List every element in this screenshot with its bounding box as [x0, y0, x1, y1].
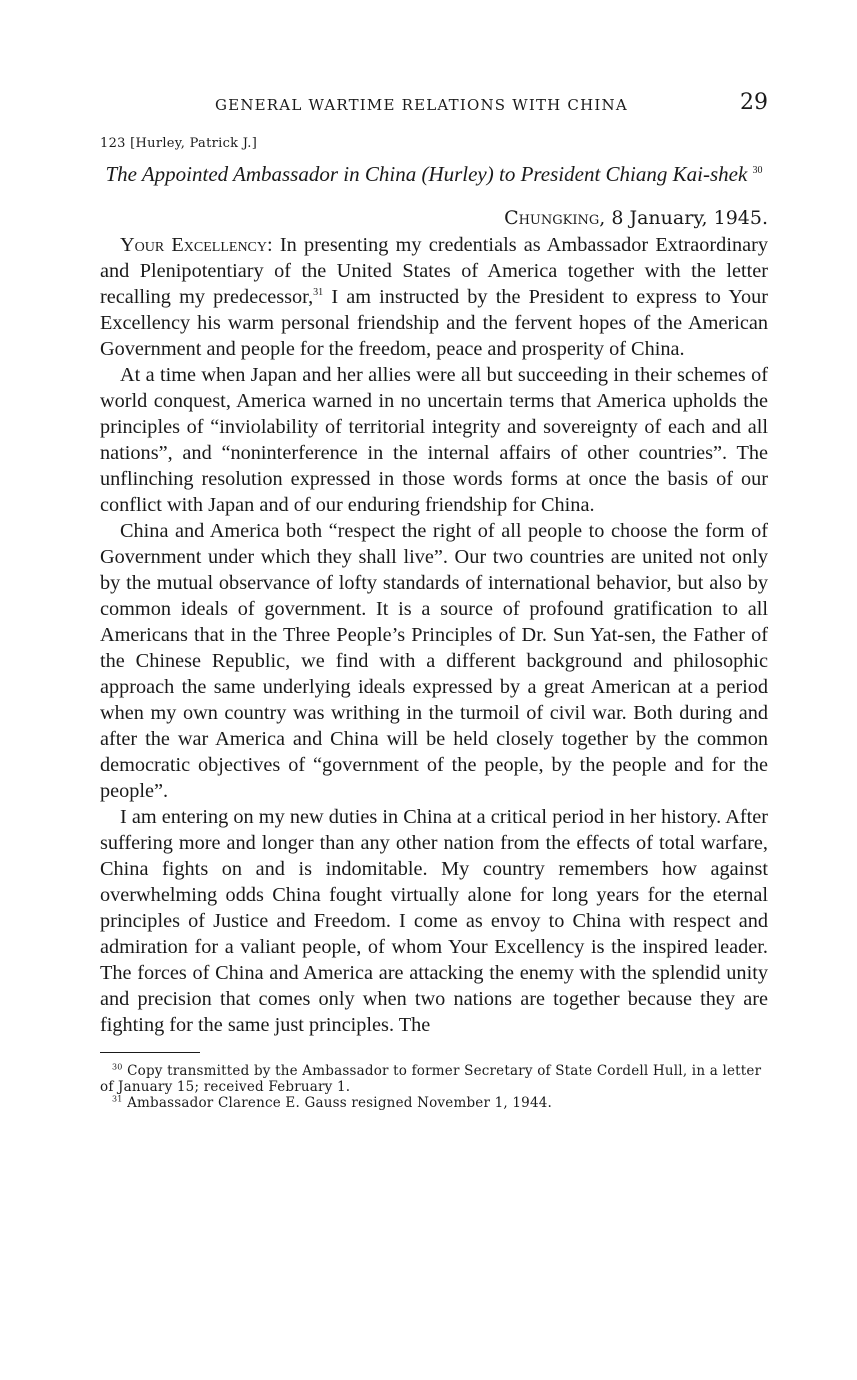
document-page: [100, 88, 768, 1111]
dateline-date: 8 January, 1945.: [611, 207, 768, 229]
footnote-marker-31: 31: [313, 287, 324, 299]
paragraph-2: At a time when Japan and her allies were all but succeeding in their schemes of world conquest, America warned in no uncertain terms that America upholds the principles of “inviolability of territorial integrity and sovereignty of each and all nations”, and “noninterference in the internal affairs of other countries”. The unflinching resolution expressed in those words forms at once the basis of our conflict with Japan and of our enduring friendship for China.: [100, 364, 768, 516]
paragraph-3: China and America both “respect the right of all people to choose the form of Government under which they shall live”. Our two countries are united not only by the mutual observance of lofty standards of international behavior, but also by common ideals of government. It is a source of profound gratification to all Americans that in the Three People’s Principles of Dr. Sun Yat-sen, the Father of the Chinese Republic, we find with a different background and philosophic approach the same underlying ideals expressed by a great American at a period when my own country was writhing in the turmoil of civil war. Both during and after the war America and China will be held closely together by the common democratic objectives of “government of the people, by the people and for the people”.: [100, 520, 768, 802]
dateline-place: Chungking,: [504, 207, 606, 229]
paragraph-4: I am entering on my new duties in China at a critical period in her history. After suffering more and longer than any other nation from the effects of total warfare, China fights on and is indomitable. My country remembers how against overwhelming odds China fought virtually alone for long years for the eternal principles of Justice and Freedom. I come as envoy to China with respect and admiration for a valiant people, of whom Your Excellency is the inspired leader. The forces of China and America are attacking the enemy with the splendid unity and precision that comes only when two nations are together because they are fighting for the same just principles. The: [100, 806, 768, 1036]
footnote-30-marker: 30: [112, 1062, 123, 1072]
letter-body: [100, 232, 768, 1038]
footnotes: [100, 1063, 768, 1111]
paragraph-1-part2: I am instructed by the President to express to Your Excellency his warm personal friendship and the fervent hopes of the American Government and people for the freedom, peace and prosperity of China.: [100, 286, 769, 360]
document-reference: 123 [Hurley, Patrick J.]: [100, 136, 258, 151]
footnote-31: [100, 1095, 768, 1111]
paragraph-1: [100, 232, 768, 362]
page-number: 29: [740, 90, 768, 115]
paragraph-1-part1: In presenting my credentials as Ambassador Extraordinary and Plenipotentiary of the United States of America together with the letter recalling my predecessor,: [100, 234, 768, 308]
footnote-30-text: Copy transmitted by the Ambassador to former Secretary of State Cordell Hull, in a letter of January 15; received February 1.: [100, 1063, 762, 1095]
dateline: [100, 207, 768, 229]
footnote-divider: [100, 1052, 200, 1053]
footnote-30: [100, 1063, 768, 1095]
footnote-marker-30: 30: [752, 165, 763, 176]
running-head: [100, 88, 768, 120]
salutation: Your Excellency:: [120, 234, 273, 256]
running-title: GENERAL WARTIME RELATIONS WITH CHINA: [215, 96, 628, 114]
document-title-text: The Appointed Ambassador in China (Hurley) to President Chiang Kai-shek: [105, 162, 748, 186]
footnote-31-marker: 31: [112, 1094, 123, 1104]
document-title: [100, 161, 768, 187]
footnote-31-text: Ambassador Clarence E. Gauss resigned November 1, 1944.: [127, 1095, 553, 1111]
